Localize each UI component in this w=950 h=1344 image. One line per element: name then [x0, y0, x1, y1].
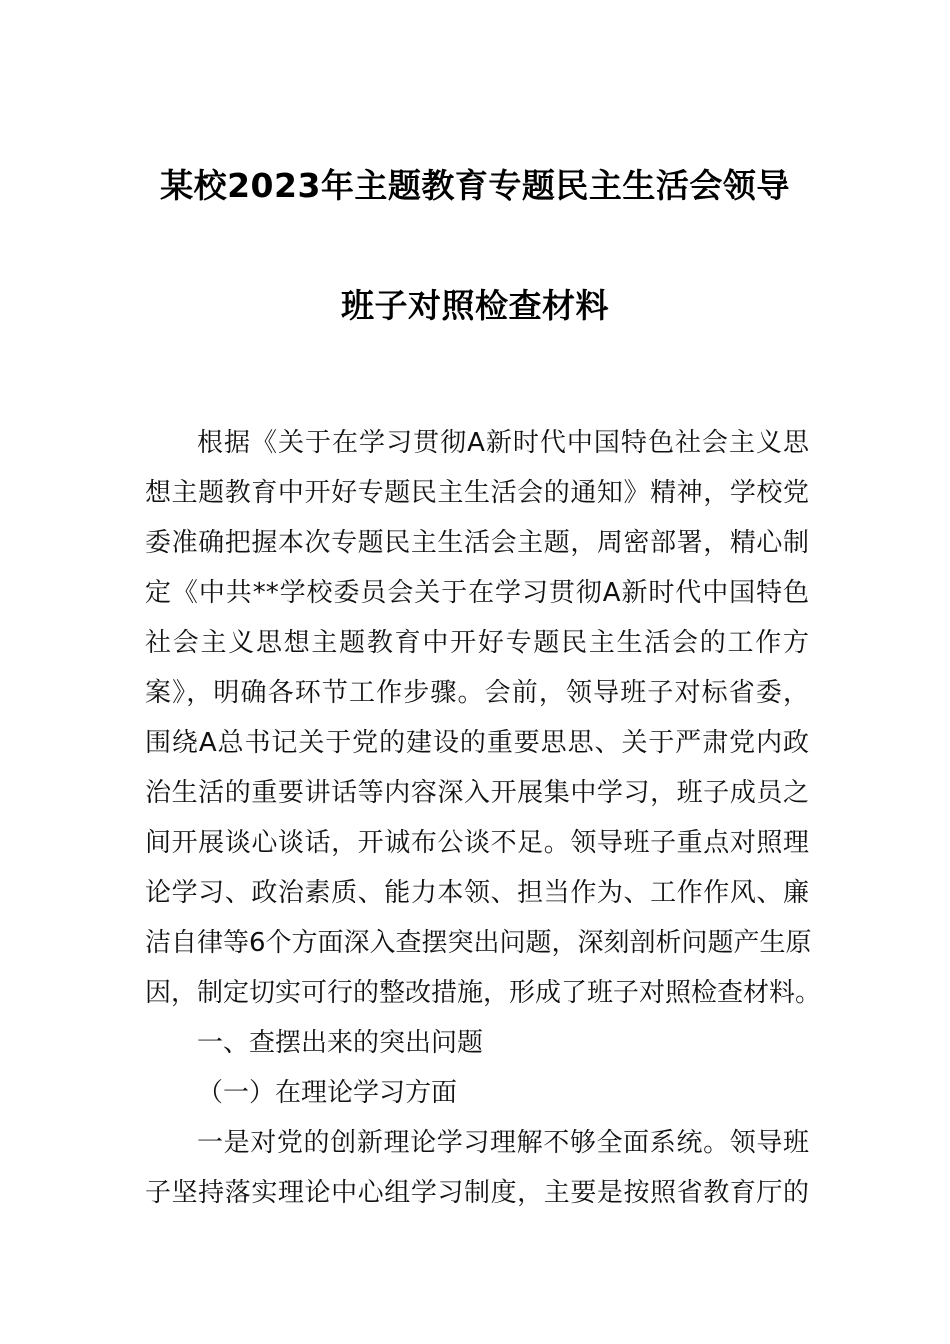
paragraph-line: 一是对党的创新理论学习理解不够全面系统。领导班 [197, 1128, 809, 1158]
document-body [145, 418, 822, 1218]
intro-paragraph [145, 418, 822, 1018]
subsection-heading: （一）在理论学习方面 [197, 1078, 458, 1108]
paragraph-line: 因，制定切实可行的整改措施，形成了班子对照检查材料。 [145, 978, 822, 1008]
paragraph-line: 围绕A总书记关于党的建设的重要思思、关于严肃党内政 [145, 728, 809, 758]
point-paragraph [145, 1118, 809, 1218]
paragraph-line: 想主题教育中开好专题民主生活会的通知》精神，学校党 [145, 478, 809, 508]
document-title-line-2: 班子对照检查材料 [341, 286, 609, 325]
paragraph-line: 定《中共**学校委员会关于在学习贯彻A新时代中国特色 [145, 578, 809, 608]
document-title-line-1: 某校2023年主题教育专题民主生活会领导 [160, 166, 790, 205]
paragraph-line: 间开展谈心谈话，开诚布公谈不足。领导班子重点对照理 [145, 828, 809, 858]
paragraph-line: 洁自律等6个方面深入查摆突出问题，深刻剖析问题产生原 [145, 928, 812, 958]
paragraph-line: 治生活的重要讲话等内容深入开展集中学习，班子成员之 [145, 778, 809, 808]
paragraph-line: 论学习、政治素质、能力本领、担当作为、工作作风、廉 [145, 878, 809, 908]
paragraph-line: 社会主义思想主题教育中开好专题民主生活会的工作方 [145, 628, 809, 658]
paragraph-line: 根据《关于在学习贯彻A新时代中国特色社会主义思 [197, 428, 809, 458]
paragraph-line: 案》，明确各环节工作步骤。会前，领导班子对标省委， [145, 678, 809, 708]
paragraph-line: 委准确把握本次专题民主生活会主题，周密部署，精心制 [145, 528, 809, 558]
paragraph-line: 子坚持落实理论中心组学习制度，主要是按照省教育厅的 [145, 1178, 809, 1208]
section-heading: 一、查摆出来的突出问题 [197, 1028, 484, 1058]
